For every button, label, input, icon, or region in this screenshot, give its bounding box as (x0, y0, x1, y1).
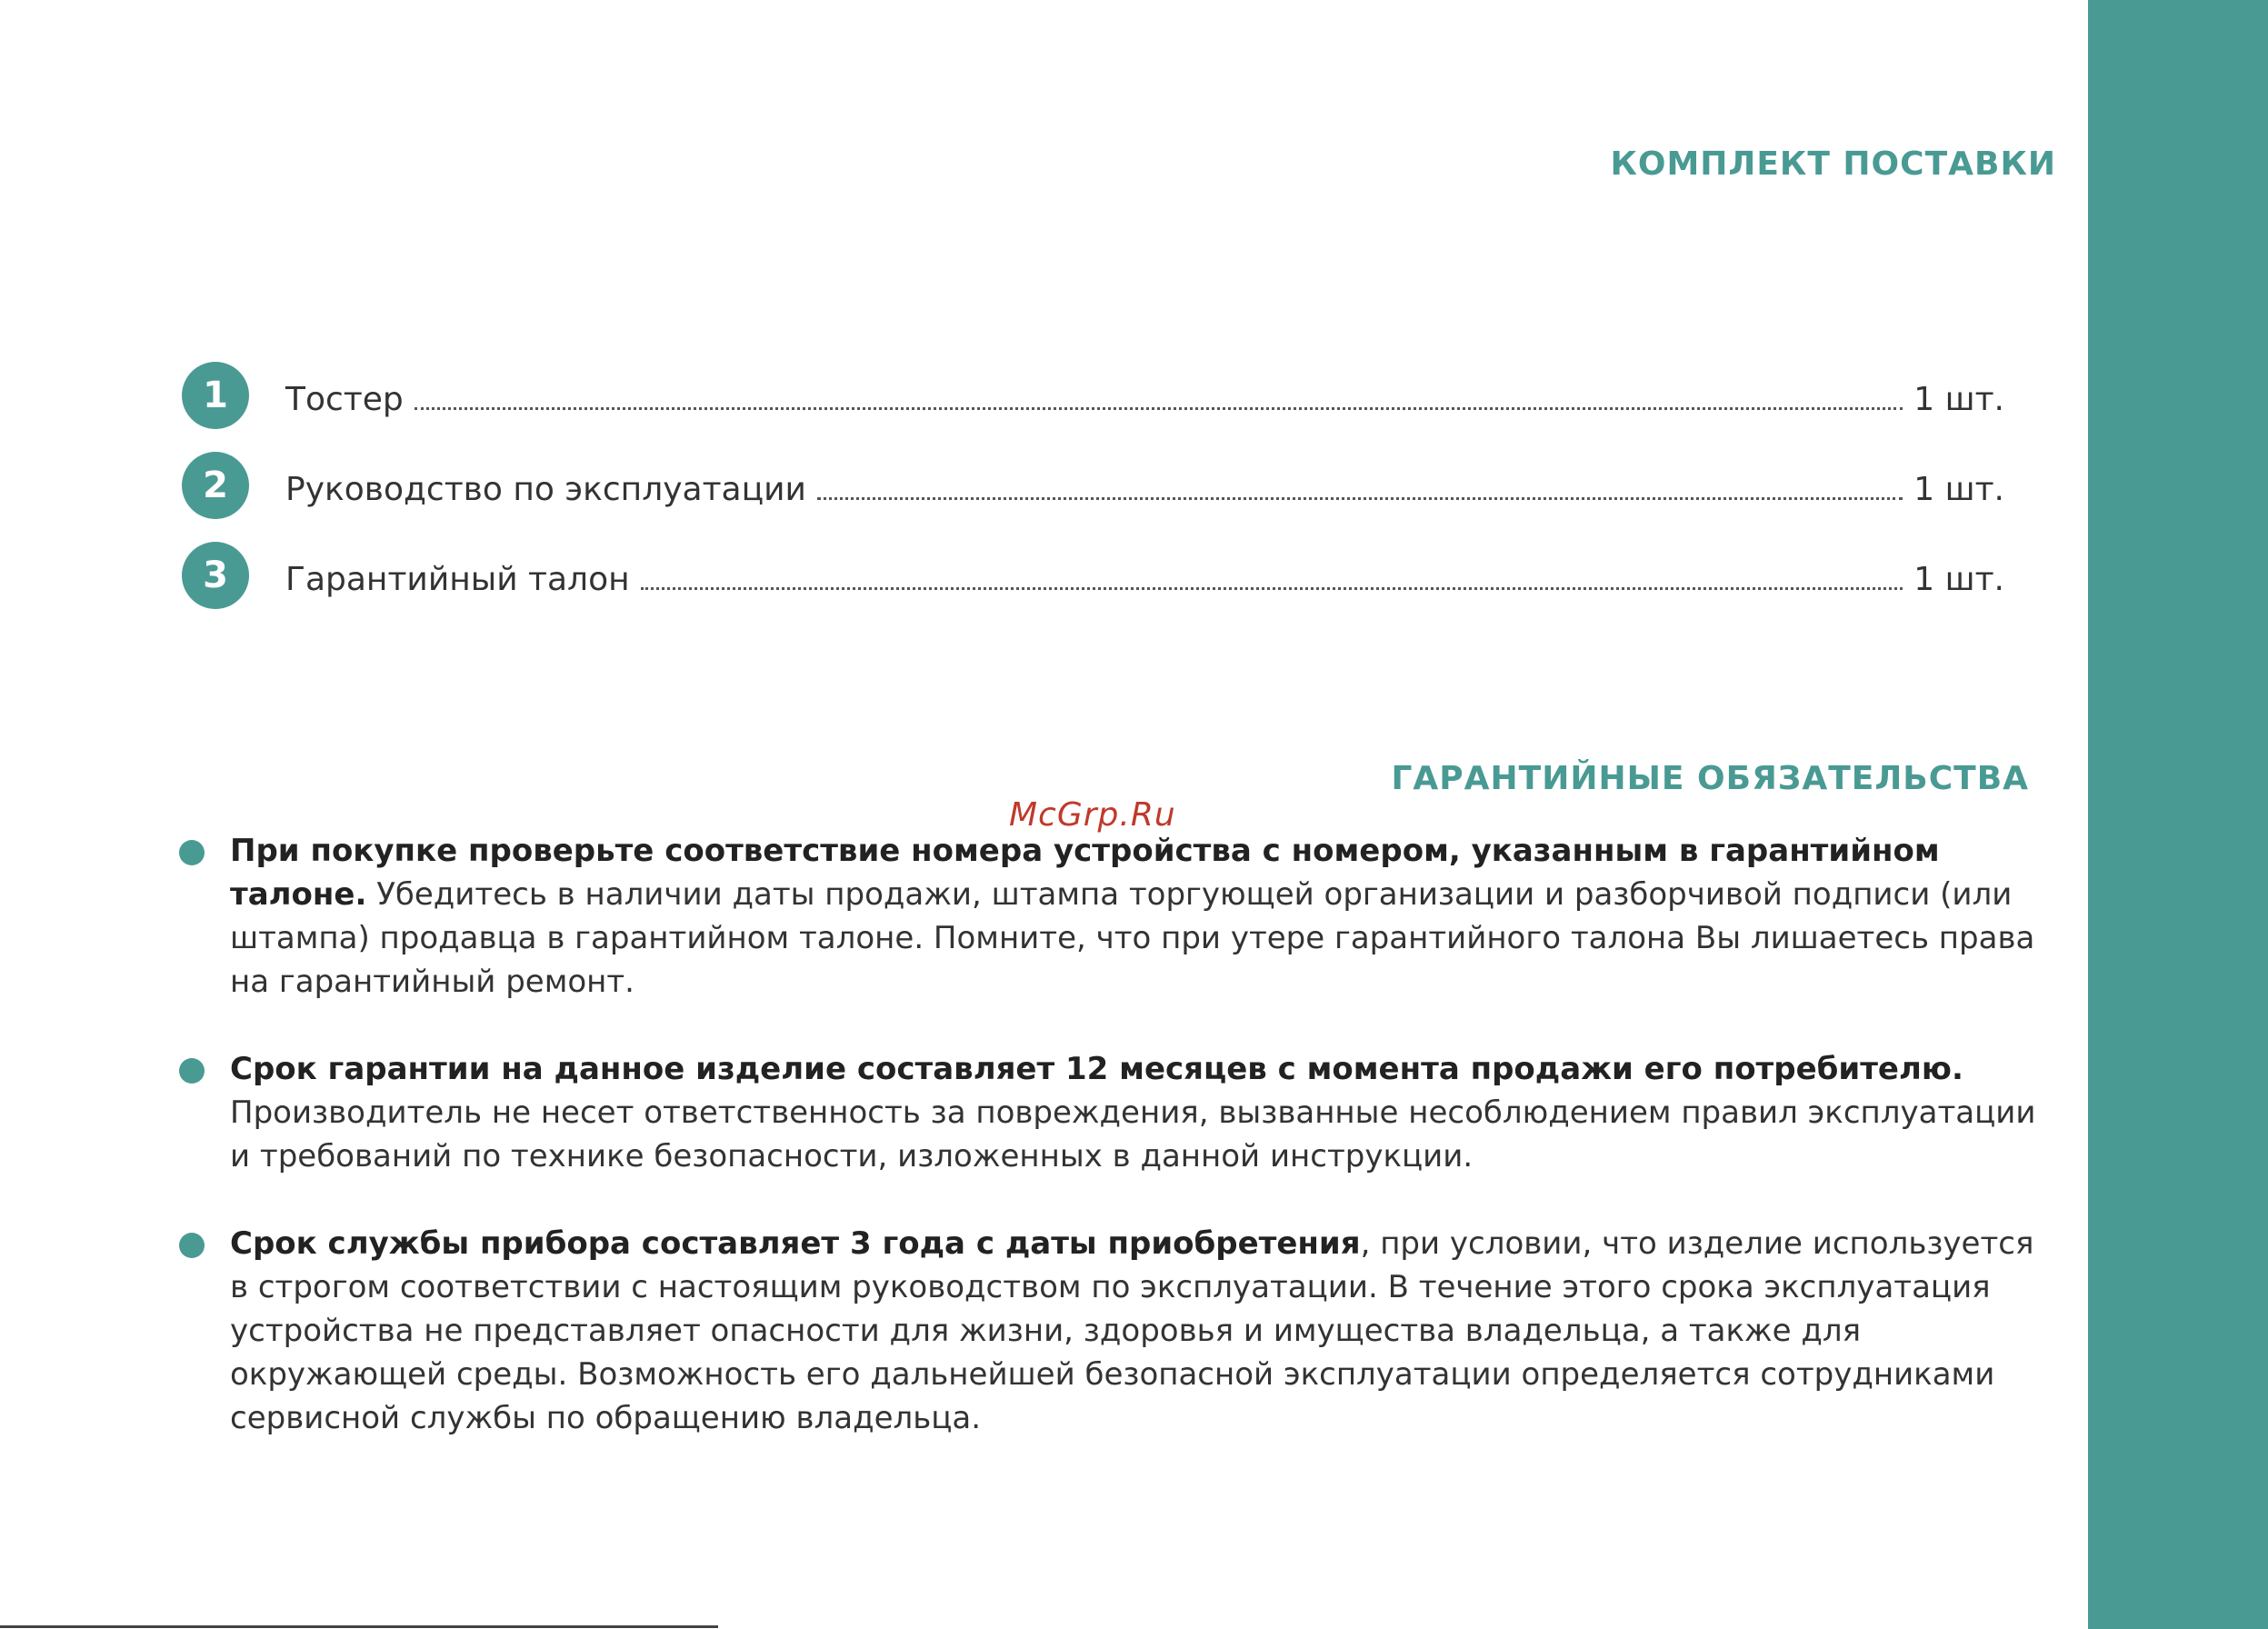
dot-leader (817, 497, 1903, 500)
warranty-item-lead: При покупке проверьте соответствие номера устройства с номером, указанным в гарантийном талоне. (230, 833, 1940, 913)
bullet-icon (179, 1058, 205, 1084)
dot-leader (415, 407, 1903, 410)
warranty-item-text: Убедитесь в наличии даты продажи, штампа торгующей организации и разборчивой подписи (или штампа) продавца в гарантийном талоне. Помните, что при утере гарантийного талона Вы лишаетесь права на гарантийный ремонт. (230, 876, 2035, 1000)
kit-item-quantity: 1 шт. (1913, 471, 2004, 508)
kit-section-heading: КОМПЛЕКТ ПОСТАВКИ (1610, 145, 2056, 183)
kit-item-number: 3 (182, 542, 249, 609)
warranty-section-heading: ГАРАНТИЙНЫЕ ОБЯЗАТЕЛЬСТВА (1391, 760, 2029, 797)
kit-item (182, 440, 2004, 530)
kit-item-label: Тостер (285, 381, 404, 418)
warranty-item (177, 829, 2050, 1004)
warranty-item-text: , при условии, что изделие используется в строгом соответствии с настоящим руководством по эксплуатации. В течение этого срока эксплуатация устройства не представляет опасности для жизни, здоровья и имущества владельца, а также для окружающей среды. Возможность его дальнейшей безопасной эксплуатации определяется сотрудниками сервисной службы по обращению владельца. (230, 1225, 2034, 1436)
kit-item-number: 2 (182, 452, 249, 519)
kit-item-label: Гарантийный талон (285, 561, 630, 598)
warranty-item-lead: Срок гарантии на данное изделие составляет 12 месяцев с момента продажи его потребителю. (230, 1051, 1963, 1087)
bullet-icon (179, 840, 205, 865)
kit-item-label: Руководство по эксплуатации (285, 471, 806, 508)
dot-leader (641, 587, 1903, 590)
warranty-item-text: Производитель не несет ответственность за повреждения, вызванные несоблюдением правил эксплуатации и требований по технике безопасности, изложенных в данной инструкции. (230, 1094, 2036, 1174)
warranty-item-lead: Срок службы прибора составляет 3 года с даты приобретения (230, 1225, 1361, 1262)
kit-item (182, 530, 2004, 620)
footer-rule (0, 1625, 718, 1628)
kit-item-number: 1 (182, 362, 249, 429)
kit-item-quantity: 1 шт. (1913, 561, 2004, 598)
watermark: McGrp.Ru (1009, 796, 1176, 834)
side-accent-band (2088, 0, 2268, 1629)
kit-item (182, 350, 2004, 440)
warranty-list (177, 829, 2050, 1484)
kit-list (182, 350, 2004, 620)
warranty-item (177, 1222, 2050, 1440)
kit-item-quantity: 1 шт. (1913, 381, 2004, 418)
warranty-item (177, 1047, 2050, 1178)
bullet-icon (179, 1233, 205, 1258)
